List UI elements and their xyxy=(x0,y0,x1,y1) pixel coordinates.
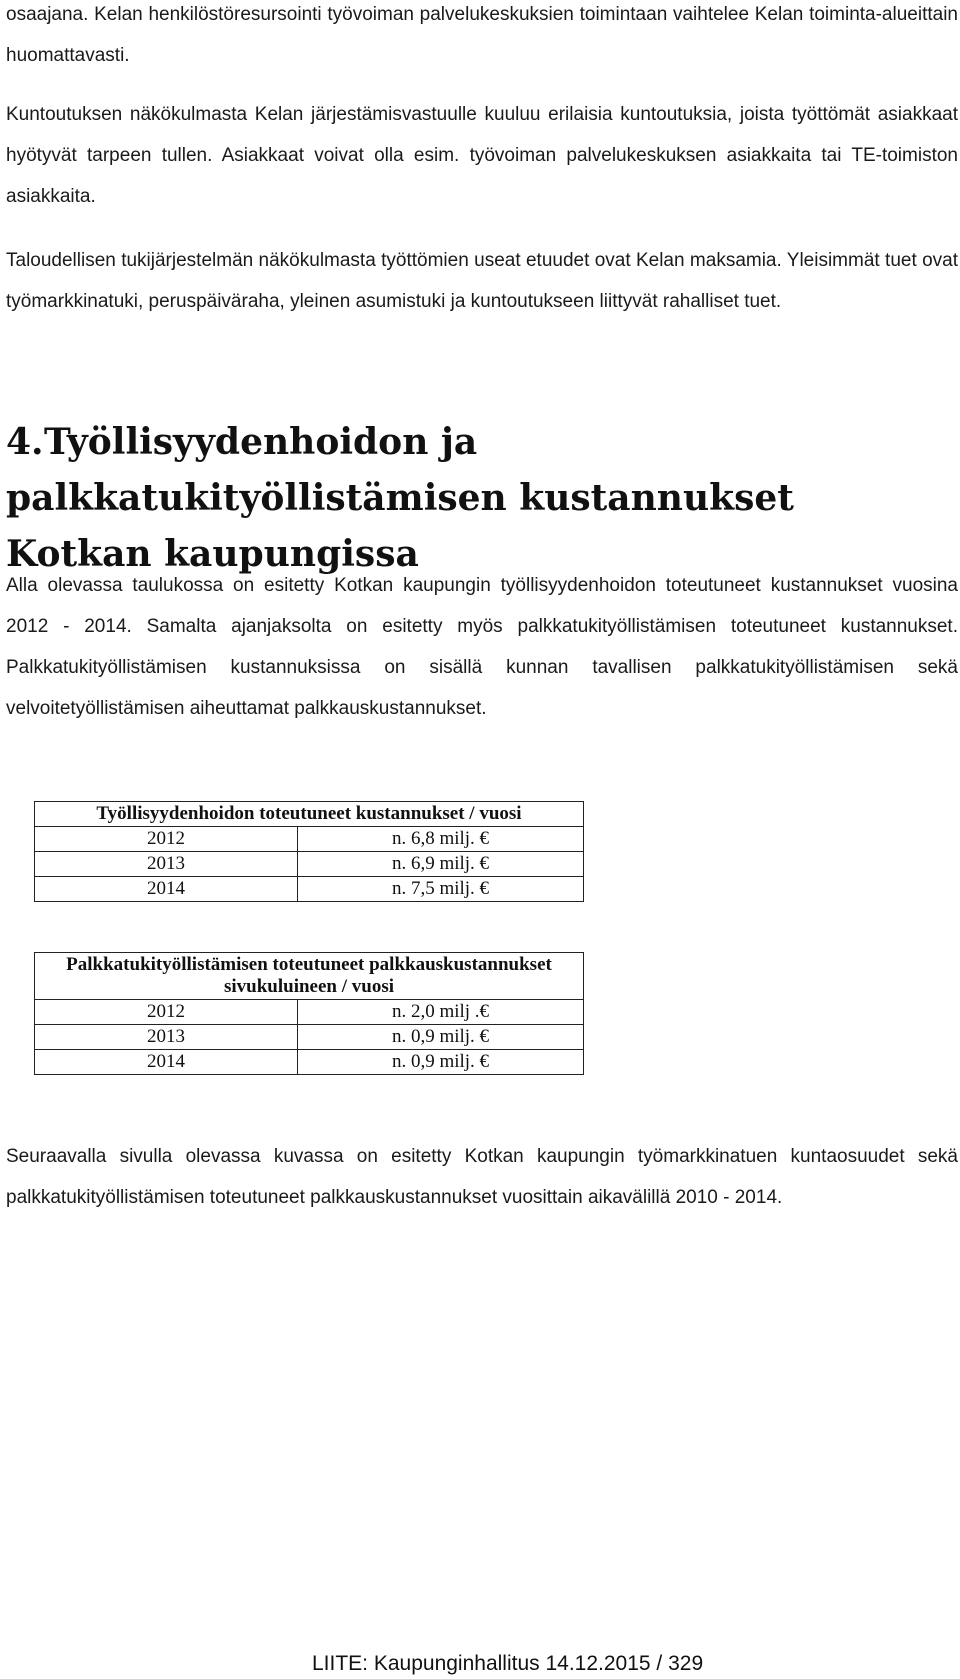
table-row xyxy=(35,852,584,877)
table-cell-amount: n. 0,9 milj. € xyxy=(298,1050,584,1075)
section-title: Työllisyydenhoidon ja palkkatukityöllistämisen kustannukset Kotkan kaupungissa xyxy=(6,421,794,575)
table-cell-year: 2014 xyxy=(35,1050,298,1075)
table-cell-amount: n. 2,0 milj .€ xyxy=(298,1000,584,1025)
paragraph-kela-resourcing: osaajana. Kelan henkilöstöresursointi työvoiman palvelukeskuksien toimintaan vaihtelee Kelan toiminta-alueittain huomattavasti. xyxy=(6,4,958,66)
page-footer: LIITE: Kaupunginhallitus 14.12.2015 / 329 xyxy=(312,1652,704,1675)
table-cell-amount: n. 6,9 milj. € xyxy=(298,852,584,877)
paragraph-table-intro: Alla olevassa taulukossa on esitetty Kotkan kaupungin työllisyydenhoidon toteutuneet kustannukset vuosina 2012 - 2014. Samalta ajanjaksolta on esitetty myös palkkatukityöllistämisen toteutuneet kustannukset. Palkkatukityöllistämisen kustannuksissa on sisällä kunnan tavallisen palkkatukityöllistämisen sekä velvoitetyöllistämisen aiheuttamat palkkauskustannukset. xyxy=(6,575,958,719)
table-cell-year: 2013 xyxy=(35,852,298,877)
employment-costs-table xyxy=(34,801,584,902)
table-title xyxy=(35,953,584,1000)
section-number: 4. xyxy=(6,421,44,463)
paragraph-rehabilitation: Kuntoutuksen näkökulmasta Kelan järjestämisvastuulle kuuluu erilaisia kuntoutuksia, joista työttömät asiakkaat hyötyvät tarpeen tullen. Asiakkaat voivat olla esim. työvoiman palvelukeskuksen asiakkaita tai TE-toimiston asiakkaita. xyxy=(6,104,958,207)
paragraph-next-page-figure: Seuraavalla sivulla olevassa kuvassa on esitetty Kotkan kaupungin työmarkkinatuen kuntaosuudet sekä palkkatukityöllistämisen toteutuneet palkkauskustannukset vuosittain aikavälillä 2010 - 2014. xyxy=(6,1146,958,1208)
table-cell-year: 2012 xyxy=(35,1000,298,1025)
table-cell-year: 2012 xyxy=(35,827,298,852)
table-header-row xyxy=(35,953,584,1000)
table-header-row xyxy=(35,802,584,827)
table-cell-year: 2014 xyxy=(35,877,298,902)
table-row xyxy=(35,827,584,852)
wage-subsidy-costs-table xyxy=(34,952,584,1075)
table-cell-amount: n. 7,5 milj. € xyxy=(298,877,584,902)
section-heading xyxy=(6,414,946,582)
table-row xyxy=(35,1025,584,1050)
table-row xyxy=(35,1000,584,1025)
table-cell-amount: n. 6,8 milj. € xyxy=(298,827,584,852)
table-title: Työllisyydenhoidon toteutuneet kustannukset / vuosi xyxy=(35,802,584,827)
table-row xyxy=(35,877,584,902)
table-title-line-1: Palkkatukityöllistämisen toteutuneet palkkauskustannukset xyxy=(66,954,552,975)
paragraph-financial-support: Taloudellisen tukijärjestelmän näkökulmasta työttömien useat etuudet ovat Kelan maksamia. Yleisimmät tuet ovat työmarkkinatuki, peruspäiväraha, yleinen asumistuki ja kuntoutukseen liittyvät rahalliset tuet. xyxy=(6,250,958,312)
table-title-line-2: sivukuluineen / vuosi xyxy=(223,976,395,997)
table-cell-amount: n. 0,9 milj. € xyxy=(298,1025,584,1050)
table-row xyxy=(35,1050,584,1075)
table-cell-year: 2013 xyxy=(35,1025,298,1050)
